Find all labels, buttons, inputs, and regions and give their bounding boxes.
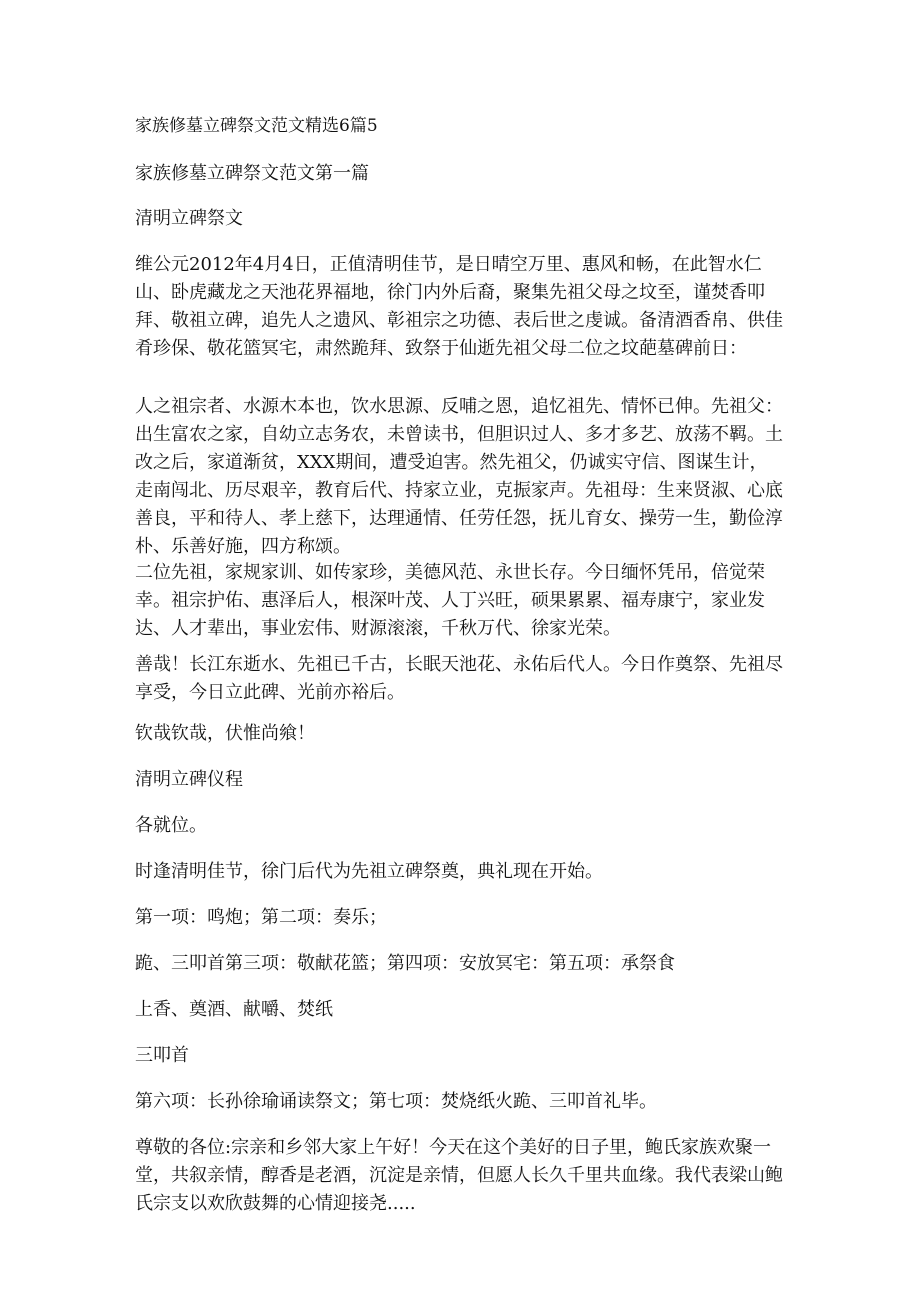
paragraph-5: 钦哉钦哉，伏惟尚飨！ — [135, 723, 315, 744]
ceremony-line-2: 时逢清明佳节，徐门后代为先祖立碑祭奠，典礼现在开始。 — [135, 861, 603, 882]
paragraph-4: 善哉！长江东逝水、先祖已千古，长眠天池花、永佑后代人。今日作奠祭、先祖尽享受，今日立此碑、光前亦裕后。 — [135, 654, 783, 703]
subheading-ceremony: 清明立碑仪程 — [135, 769, 243, 790]
ceremony-line-7: 第六项：长孙徐瑜诵读祭文；第七项：焚烧纸火跪、三叩首礼毕。 — [135, 1091, 657, 1112]
subheading-eulogy: 清明立碑祭文 — [135, 208, 243, 229]
ceremony-line-3: 第一项：鸣炮；第二项：奏乐； — [135, 907, 387, 928]
ceremony-line-5: 上香、奠酒、献嚼、焚纸 — [135, 999, 333, 1020]
paragraph-1: 维公元2012年4月4日，正值清明佳节，是日晴空万里、惠风和畅，在此智水仁山、卧虎藏龙之天池花界福地，徐门内外后裔，聚集先祖父母之坟至，谨焚香叩拜、敬祖立碑，追先人之遗风、彰祖宗之功德、表后世之虔诚。备清酒香帛、供佳肴珍保、敬花篮冥宅，肃然跪拜、致祭于仙逝先祖父母二位之坟葩墓碑前日： — [135, 254, 783, 359]
paragraph-3: 二位先祖，家规家训、如传家珍，美德风范、永世长存。今日缅怀凭吊，倍觉荣幸。祖宗护佑、惠泽后人，根深叶茂、人丁兴旺，硕果累累、福寿康宁，家业发达、人才辈出，事业宏伟、财源滚滚，千秋万代、徐家光荣。 — [135, 562, 765, 639]
section-title: 家族修墓立碑祭文范文第一篇 — [135, 163, 369, 184]
closing-paragraph: 尊敬的各位:宗亲和乡邻大家上午好！今天在这个美好的日子里，鲍氏家族欢聚一堂，共叙亲情，醇香是老酒，沉淀是亲情，但愿人长久千里共血缘。我代表梁山鲍氏宗支以欢欣鼓舞的心情迎接尧..... — [135, 1137, 783, 1214]
ceremony-line-4: 跪、三叩首第三项：敬献花篮；第四项：安放冥宅：第五项：承祭食 — [135, 953, 675, 974]
paragraph-2: 人之祖宗者、水源木本也，饮水思源、反哺之恩，追忆祖先、情怀已伸。先祖父：出生富农之家，自幼立志务农，未曾读书，但胆识过人、多才多艺、放荡不羁。土改之后，家道渐贫，XXX期间，遭受迫害。然先祖父，仍诚实守信、图谋生计，走南闯北、历尽艰辛，教育后代、持家立业，克振家声。先祖母：生来贤淑、心底善良，平和待人、孝上慈下，达理通情、任劳任怨，抚儿育女、操劳一生，勤俭淳朴、乐善好施，四方称颂。 — [135, 396, 783, 557]
document-title: 家族修墓立碑祭文范文精选6篇5 — [135, 116, 378, 136]
ceremony-line-1: 各就位。 — [135, 815, 207, 836]
ceremony-line-6: 三叩首 — [135, 1045, 189, 1066]
